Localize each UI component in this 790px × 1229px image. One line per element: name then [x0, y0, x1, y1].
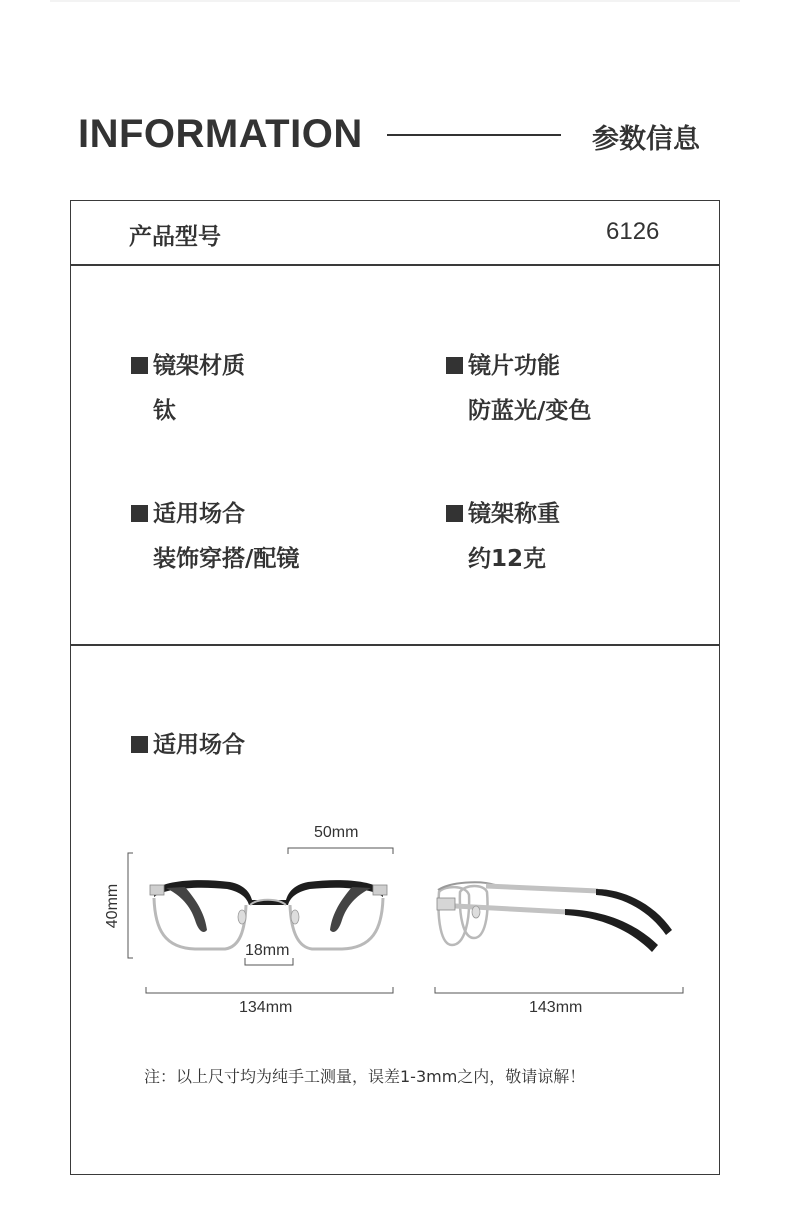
bridge-label: 18mm	[245, 942, 290, 959]
temple-length-label: 143mm	[529, 999, 583, 1016]
spec-lens-function-label: 镜片功能	[446, 347, 560, 380]
side-view-glasses	[437, 882, 672, 952]
spec-frame-material-value: 钛	[153, 398, 176, 424]
model-label: 产品型号	[129, 224, 221, 250]
size-section-title: 适用场合	[131, 726, 245, 759]
lens-width-dimension-line	[288, 848, 393, 854]
lens-width-label: 50mm	[314, 824, 359, 841]
header-title-cn: 参数信息	[592, 124, 700, 155]
spec-occasion-value: 装饰穿搭/配镜	[153, 546, 300, 572]
frame-width-label: 134mm	[239, 999, 293, 1016]
lens-height-dimension-line	[128, 853, 133, 958]
spec-weight-label: 镜架称重	[446, 495, 560, 528]
spec-frame-material-label: 镜架材质	[131, 347, 245, 380]
model-value: 6126	[606, 218, 660, 245]
frame-width-dimension-line	[146, 987, 393, 993]
spec-occasion-label: 适用场合	[131, 495, 245, 528]
measurement-note: 注：以上尺寸均为纯手工测量，误差1-3mm之内，敬请谅解！	[144, 1067, 586, 1086]
temple-dimension-line	[435, 987, 683, 993]
header-title-en: INFORMATION	[78, 112, 363, 156]
spec-lens-function-value: 防蓝光/变色	[468, 398, 592, 424]
spec-weight-value: 约12克	[468, 546, 547, 572]
lens-height-label: 40mm	[104, 883, 122, 929]
front-view-glasses	[150, 880, 387, 949]
